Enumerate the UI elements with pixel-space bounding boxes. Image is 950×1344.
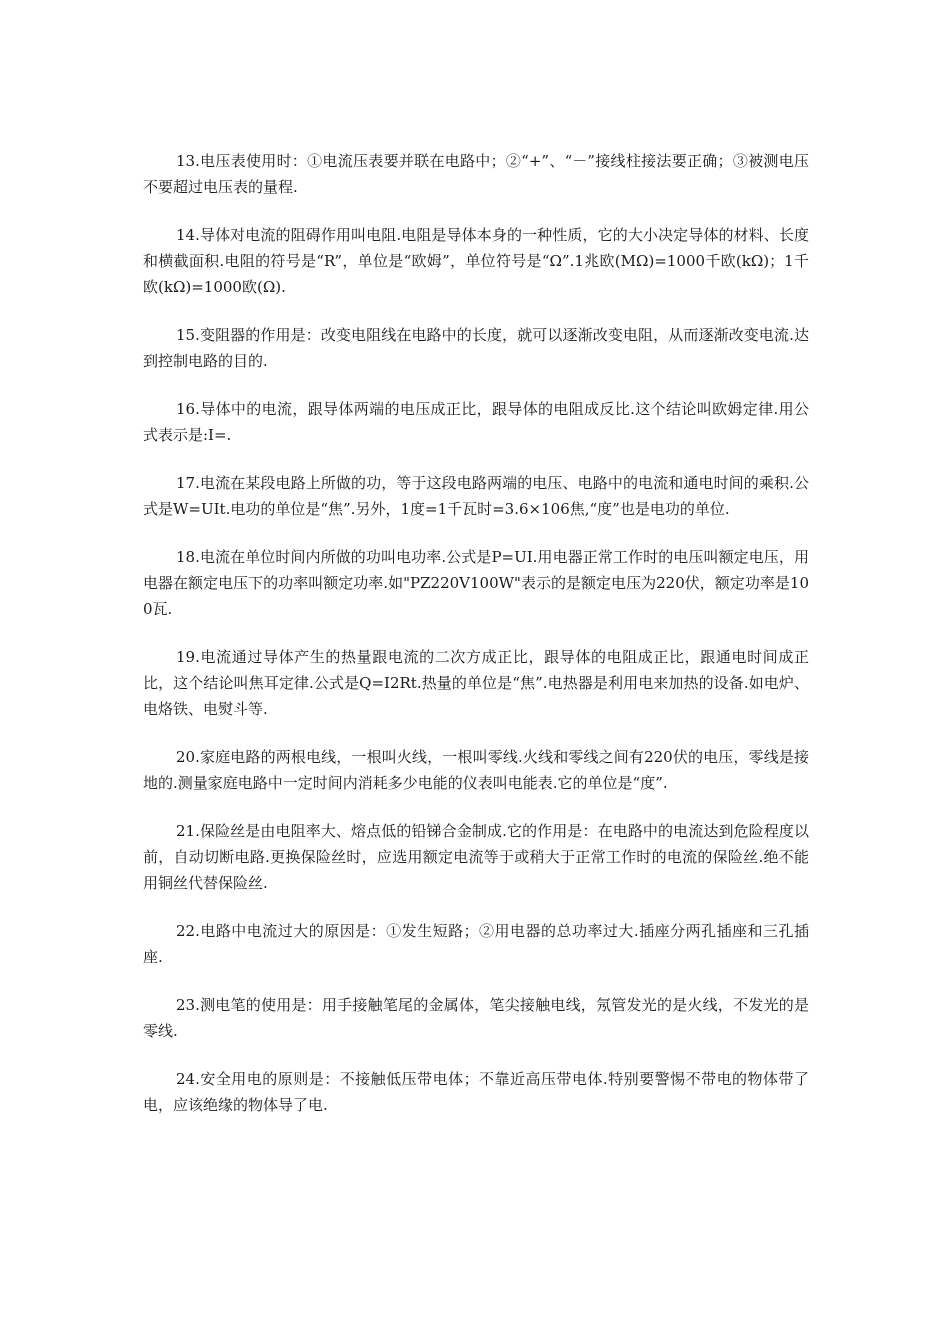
paragraph-19: 19.电流通过导体产生的热量跟电流的二次方成正比，跟导体的电阻成正比，跟通电时间成正比，这个结论叫焦耳定律.公式是Q=I2Rt.热量的单位是“焦”.电热器是利用电来加热的设备.如电炉、电烙铁、电熨斗等. bbox=[143, 648, 809, 718]
document-page bbox=[143, 148, 809, 1140]
paragraph-15: 15.变阻器的作用是：改变电阻线在电路中的长度，就可以逐渐改变电阻，从而逐渐改变电流.达到控制电路的目的. bbox=[143, 326, 809, 370]
paragraph-24: 24.安全用电的原则是：不接触低压带电体；不靠近高压带电体.特别要警惕不带电的物体带了电，应该绝缘的物体导了电. bbox=[143, 1070, 809, 1114]
paragraph-14: 14.导体对电流的阻碍作用叫电阻.电阻是导体本身的一种性质，它的大小决定导体的材料、长度和横截面积.电阻的符号是“R”，单位是“欧姆”，单位符号是“Ω”.1兆欧(MΩ)=1000千欧(kΩ)；1千欧(kΩ)=1000欧(Ω). bbox=[143, 226, 809, 296]
paragraph-18: 18.电流在单位时间内所做的功叫电功率.公式是P=UI.用电器正常工作时的电压叫额定电压，用电器在额定电压下的功率叫额定功率.如"PZ220V100W"表示的是额定电压为220伏，额定功率是100瓦. bbox=[143, 548, 809, 618]
paragraph-21: 21.保险丝是由电阻率大、熔点低的铅锑合金制成.它的作用是：在电路中的电流达到危险程度以前，自动切断电路.更换保险丝时，应选用额定电流等于或稍大于正常工作时的电流的保险丝.绝不能用铜丝代替保险丝. bbox=[143, 822, 809, 892]
paragraph-13: 13.电压表使用时：①电流压表要并联在电路中；②“+”、“－”接线柱接法要正确；③被测电压不要超过电压表的量程. bbox=[143, 152, 809, 196]
paragraph-17: 17.电流在某段电路上所做的功，等于这段电路两端的电压、电路中的电流和通电时间的乘积.公式是W=UIt.电功的单位是“焦”.另外，1度=1千瓦时=3.6×106焦,“度”也是电功的单位. bbox=[143, 474, 809, 518]
paragraph-22: 22.电路中电流过大的原因是：①发生短路；②用电器的总功率过大.插座分两孔插座和三孔插座. bbox=[143, 922, 809, 966]
paragraph-16: 16.导体中的电流，跟导体两端的电压成正比，跟导体的电阻成反比.这个结论叫欧姆定律.用公式表示是:I=. bbox=[143, 400, 809, 444]
paragraph-20: 20.家庭电路的两根电线，一根叫火线，一根叫零线.火线和零线之间有220伏的电压，零线是接地的.测量家庭电路中一定时间内消耗多少电能的仪表叫电能表.它的单位是“度”. bbox=[143, 748, 809, 792]
paragraph-23: 23.测电笔的使用是：用手接触笔尾的金属体，笔尖接触电线，氖管发光的是火线，不发光的是零线. bbox=[143, 996, 809, 1040]
